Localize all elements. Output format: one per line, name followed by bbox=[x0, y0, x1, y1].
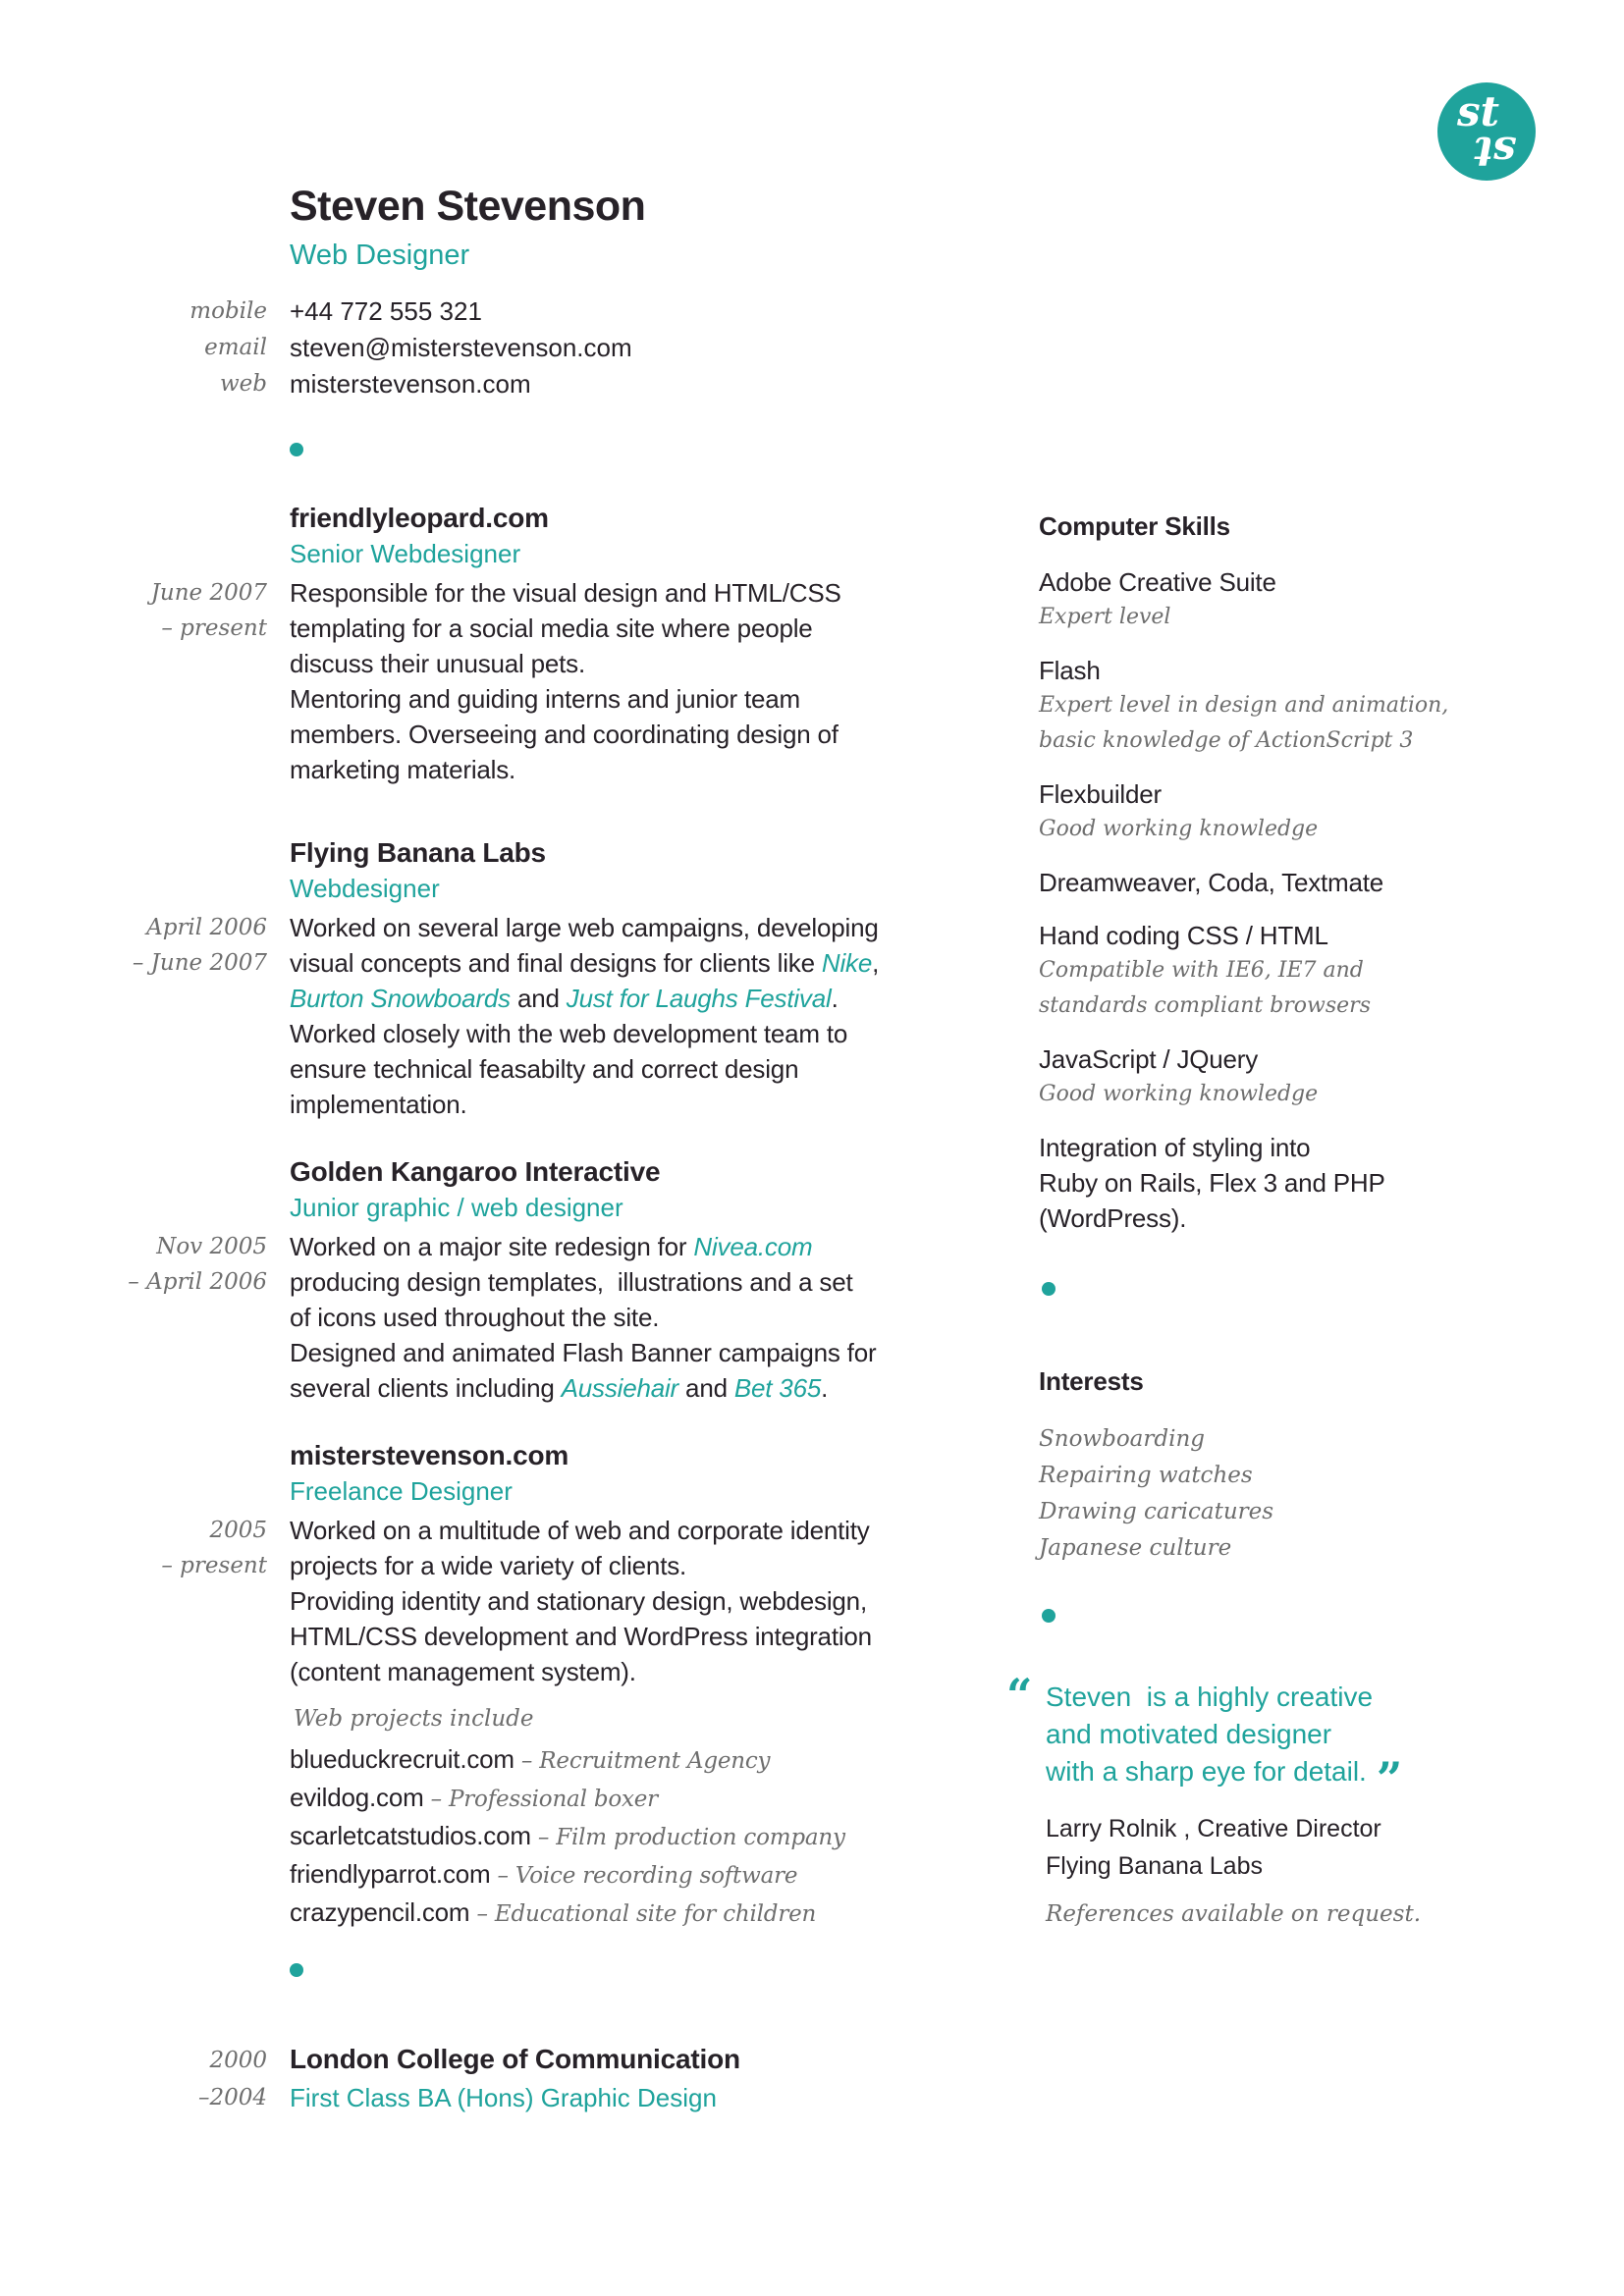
skill-item bbox=[1039, 1041, 1471, 1112]
contact-row-mobile bbox=[98, 294, 785, 330]
job-description bbox=[290, 1513, 872, 1689]
contact-value-email: steven@misterstevenson.com bbox=[290, 333, 632, 362]
quote-line bbox=[1046, 1752, 1517, 1805]
project-description: – Voice recording software bbox=[497, 1863, 798, 1889]
project-description: – Film production company bbox=[537, 1825, 845, 1850]
date-from: June 2007 bbox=[150, 580, 267, 606]
description-line: templating for a social media site where people bbox=[290, 614, 813, 643]
date-from: Nov 2005 bbox=[156, 1234, 267, 1259]
job-role: Webdesigner bbox=[290, 874, 440, 903]
description-line: Providing identity and stationary design, webdesign, bbox=[290, 1586, 867, 1616]
description-line: producing design templates, illustrations and a set bbox=[290, 1267, 853, 1297]
description-line: Burton Snowboards and Just for Laughs Festival. bbox=[290, 984, 839, 1013]
contact-row-email bbox=[98, 330, 785, 366]
degree-name: First Class BA (Hons) Graphic Design bbox=[290, 2083, 717, 2112]
project-description: – Educational site for children bbox=[476, 1901, 817, 1927]
job-role: Freelance Designer bbox=[290, 1476, 513, 1506]
interests-heading: Interests bbox=[1039, 1366, 1144, 1396]
experience-entry bbox=[98, 502, 928, 787]
skill-note: Expert level in design and animation, bbox=[1039, 693, 1449, 718]
contact-row-web bbox=[98, 366, 785, 402]
web-projects-intro: Web projects include bbox=[294, 1706, 534, 1732]
job-dates bbox=[98, 1513, 267, 1689]
experience-entry bbox=[98, 1439, 928, 1689]
skill-note: standards compliant browsers bbox=[1039, 993, 1371, 1018]
skill-item bbox=[1039, 865, 1471, 900]
person-job-title: Web Designer bbox=[290, 240, 470, 271]
project-item bbox=[290, 1895, 977, 1933]
experience-entry bbox=[98, 1155, 928, 1406]
skill-note: Expert level bbox=[1039, 605, 1171, 629]
section-divider-dot bbox=[290, 443, 303, 456]
skill-item bbox=[1039, 653, 1471, 759]
project-description: – Professional boxer bbox=[430, 1787, 658, 1812]
project-domain: evildog.com bbox=[290, 1783, 424, 1812]
date-from: 2000 bbox=[209, 2048, 267, 2073]
referee-name-role: Larry Rolnik , Creative Director bbox=[1046, 1815, 1381, 1842]
education-entry bbox=[98, 2042, 928, 2116]
job-role: Senior Webdesigner bbox=[290, 539, 521, 568]
section-divider-dot bbox=[1042, 1609, 1056, 1623]
section-divider-dot bbox=[1042, 1282, 1056, 1296]
date-to: – present bbox=[161, 615, 267, 641]
interest-item: Japanese culture bbox=[1039, 1535, 1232, 1561]
job-description bbox=[290, 1229, 876, 1406]
description-line: several clients including Aussiehair and Bet 365. bbox=[290, 1373, 829, 1403]
project-domain: blueduckrecruit.com bbox=[290, 1744, 514, 1774]
contact-value-phone: +44 772 555 321 bbox=[290, 296, 482, 326]
project-domain: friendlyparrot.com bbox=[290, 1859, 491, 1889]
contact-label: mobile bbox=[189, 298, 267, 324]
skill-item bbox=[1039, 1130, 1471, 1236]
logo-monogram-flipped-icon: st bbox=[1473, 128, 1516, 176]
description-line: Worked on several large web campaigns, developing bbox=[290, 913, 879, 942]
quote-line-text: with a sharp eye for detail. bbox=[1046, 1756, 1367, 1787]
contact-block bbox=[98, 294, 785, 402]
person-name: Steven Stevenson bbox=[290, 183, 646, 230]
skill-name: Flexbuilder bbox=[1039, 779, 1162, 809]
project-item bbox=[290, 1818, 977, 1856]
close-quote-icon: ” bbox=[1376, 1752, 1403, 1805]
job-dates bbox=[98, 910, 267, 1122]
description-line: discuss their unusual pets. bbox=[290, 649, 585, 678]
skill-name: JavaScript / JQuery bbox=[1039, 1044, 1259, 1074]
skill-note: Compatible with IE6, IE7 and bbox=[1039, 958, 1364, 983]
date-from: April 2006 bbox=[146, 915, 267, 940]
contact-label: email bbox=[204, 335, 267, 360]
logo-monogram-icon: st bbox=[1457, 87, 1500, 135]
job-dates bbox=[98, 1229, 267, 1406]
testimonial-block bbox=[1006, 1669, 1517, 1929]
testimonial-attribution bbox=[1046, 1810, 1517, 1885]
job-description bbox=[290, 575, 841, 787]
section-divider-dot bbox=[290, 1963, 303, 1977]
description-line: ensure technical feasabilty and correct design bbox=[290, 1054, 799, 1084]
quote-line: Steven is a highly creative bbox=[1046, 1682, 1374, 1712]
project-item bbox=[290, 1856, 977, 1895]
description-line: (content management system). bbox=[290, 1657, 636, 1686]
description-line: visual concepts and final designs for clients like Nike, bbox=[290, 948, 880, 978]
open-quote-icon: “ bbox=[1006, 1669, 1033, 1722]
school-name: London College of Communication bbox=[290, 2044, 740, 2074]
skill-item bbox=[1039, 776, 1471, 847]
job-description bbox=[290, 910, 879, 1122]
description-line: implementation. bbox=[290, 1090, 467, 1119]
skill-item bbox=[1039, 918, 1471, 1024]
project-description: – Recruitment Agency bbox=[520, 1748, 771, 1774]
description-line: Worked closely with the web development team to bbox=[290, 1019, 848, 1048]
contact-value-website: misterstevenson.com bbox=[290, 369, 531, 399]
logo-badge bbox=[1437, 82, 1536, 181]
description-line: Responsible for the visual design and HTML/CSS bbox=[290, 578, 841, 608]
skill-name: Flash bbox=[1039, 656, 1101, 685]
skill-name: (WordPress). bbox=[1039, 1203, 1187, 1233]
testimonial-quote bbox=[1006, 1669, 1517, 1805]
skill-name: Dreamweaver, Coda, Textmate bbox=[1039, 868, 1384, 897]
job-role: Junior graphic / web designer bbox=[290, 1193, 623, 1222]
web-projects-block bbox=[290, 1704, 977, 1933]
description-line: Worked on a multitude of web and corporate identity bbox=[290, 1516, 870, 1545]
skill-note: Good working knowledge bbox=[1039, 1082, 1319, 1106]
education-dates bbox=[98, 2042, 267, 2116]
skill-name: Ruby on Rails, Flex 3 and PHP bbox=[1039, 1168, 1385, 1198]
project-item bbox=[290, 1741, 977, 1780]
description-line: projects for a wide variety of clients. bbox=[290, 1551, 687, 1580]
skill-name: Hand coding CSS / HTML bbox=[1039, 921, 1328, 950]
skill-note: basic knowledge of ActionScript 3 bbox=[1039, 728, 1414, 753]
description-line: HTML/CSS development and WordPress integration bbox=[290, 1622, 872, 1651]
company-name: misterstevenson.com bbox=[290, 1440, 569, 1470]
interest-item: Snowboarding bbox=[1039, 1426, 1205, 1452]
job-dates bbox=[98, 575, 267, 787]
company-name: Flying Banana Labs bbox=[290, 837, 546, 868]
date-from: 2005 bbox=[209, 1518, 267, 1543]
project-domain: scarletcatstudios.com bbox=[290, 1821, 531, 1850]
skill-item bbox=[1039, 564, 1471, 635]
contact-label: web bbox=[219, 371, 267, 397]
description-line: of icons used throughout the site. bbox=[290, 1303, 660, 1332]
company-name: Golden Kangaroo Interactive bbox=[290, 1156, 661, 1187]
interest-item: Drawing caricatures bbox=[1039, 1499, 1274, 1524]
date-to: –2004 bbox=[197, 2085, 267, 2110]
description-line: Designed and animated Flash Banner campaigns for bbox=[290, 1338, 877, 1367]
interests-block bbox=[1039, 1366, 1471, 1567]
description-line: Mentoring and guiding interns and junior team bbox=[290, 684, 801, 714]
company-name: friendlyleopard.com bbox=[290, 503, 549, 533]
project-domain: crazypencil.com bbox=[290, 1897, 470, 1927]
date-to: – June 2007 bbox=[132, 950, 267, 976]
date-to: – April 2006 bbox=[128, 1269, 267, 1295]
skill-name: Integration of styling into bbox=[1039, 1133, 1311, 1162]
skill-note: Good working knowledge bbox=[1039, 817, 1319, 841]
skill-name: Adobe Creative Suite bbox=[1039, 567, 1276, 597]
experience-entry bbox=[98, 836, 928, 1122]
computer-skills-block bbox=[1039, 511, 1471, 1254]
date-to: – present bbox=[161, 1553, 267, 1578]
description-line: members. Overseeing and coordinating design of bbox=[290, 720, 839, 749]
skills-heading: Computer Skills bbox=[1039, 511, 1230, 541]
referee-company: Flying Banana Labs bbox=[1046, 1852, 1263, 1880]
interest-item: Repairing watches bbox=[1039, 1463, 1253, 1488]
project-item bbox=[290, 1780, 977, 1818]
references-note: References available on request. bbox=[1046, 1901, 1422, 1927]
description-line: Worked on a major site redesign for Nivea.com bbox=[290, 1232, 813, 1261]
quote-line: and motivated designer bbox=[1046, 1719, 1332, 1749]
description-line: marketing materials. bbox=[290, 755, 516, 784]
